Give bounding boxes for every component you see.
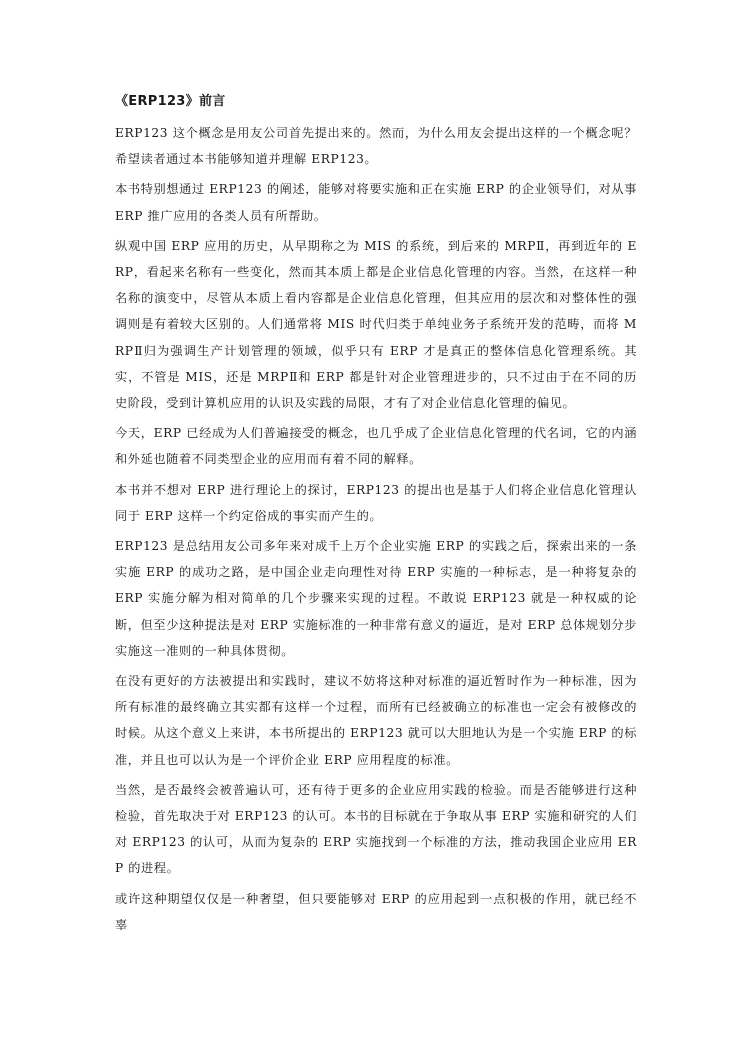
paragraph-7: 在没有更好的方法被提出和实践时，建议不妨将这种对标准的逼近暂时作为一种标准，因为所有标准的最终确立其实都有这样一个过程，而所有已经被确立的标准也一定会有被修改的时候。从这个意义上来讲，本书所提出的 ERP123 就可以大胆地认为是一个实施 ERP 的标准，并且也可以认为是一个评价企业 ERP 应用程度的标准。 bbox=[115, 674, 637, 767]
paragraph-2: 本书特别想通过 ERP123 的阐述，能够对将要实施和正在实施 ERP 的企业领导们，对从事 ERP 推广应用的各类人员有所帮助。 bbox=[115, 182, 637, 223]
paragraph-3: 纵观中国 ERP 应用的历史，从早期称之为 MIS 的系统，到后来的 MRPⅡ，再到近年的 ERP，看起来名称有一些变化，然而其本质上都是企业信息化管理的内容。当然，在这样一种名称的演变中，尽管从本质上看内容都是企业信息化管理，但其应用的层次和对整体性的强调则是有着较大区别的。人们通常将 MIS 时代归类于单纯业务子系统开发的范畴，而将 MRPⅡ归为强调生产计划管理的领域，似乎只有 ERP 才是真正的整体信息化管理系统。其实，不管是 MIS，还是 MRPⅡ和 ERP 都是针对企业管理进步的，只不过由于在不同的历史阶段，受到计算机应用的认识及实践的局限，才有了对企业信息化管理的偏见。 bbox=[115, 238, 637, 411]
paragraph-5: 本书并不想对 ERP 进行理论上的探讨，ERP123 的提出也是基于人们将企业信息化管理认同于 ERP 这样一个约定俗成的事实而产生的。 bbox=[115, 482, 637, 523]
paragraph-6: ERP123 是总结用友公司多年来对成千上万个企业实施 ERP 的实践之后，探索出来的一条实施 ERP 的成功之路，是中国企业走向理性对待 ERP 实施的一种标志，是一种将复杂的 ERP 实施分解为相对简单的几个步骤来实现的过程。不敢说 ERP123 就是一种权威的论断，但至少这种提法是对 ERP 实施标准的一种非常有意义的逼近，是对 ERP 总体规划分步实施这一准则的一种具体贯彻。 bbox=[115, 539, 637, 658]
paragraph-8: 当然，是否最终会被普遍认可，还有待于更多的企业应用实践的检验。而是否能够进行这种检验，首先取决于对 ERP123 的认可。本书的目标就在于争取从事 ERP 实施和研究的人们对 ERP123 的认可，从而为复杂的 ERP 实施找到一个标准的方法，推动我国企业应用 ERP 的进程。 bbox=[115, 782, 637, 876]
paragraph-1: ERP123 这个概念是用友公司首先提出来的。然而，为什么用友会提出这样的一个概念呢？希望读者通过本书能够知道并理解 ERP123。 bbox=[115, 126, 637, 167]
paragraph-4: 今天，ERP 已经成为人们普遍接受的概念，也几乎成了企业信息化管理的代名词，它的内涵和外延也随着不同类型企业的应用而有着不同的解释。 bbox=[115, 426, 637, 467]
paragraph-9: 或许这种期望仅仅是一种奢望，但只要能够对 ERP 的应用起到一点积极的作用，就已经不辜 bbox=[115, 891, 637, 932]
document-body bbox=[115, 88, 637, 942]
document-title: 《ERP123》前言 bbox=[115, 94, 226, 109]
